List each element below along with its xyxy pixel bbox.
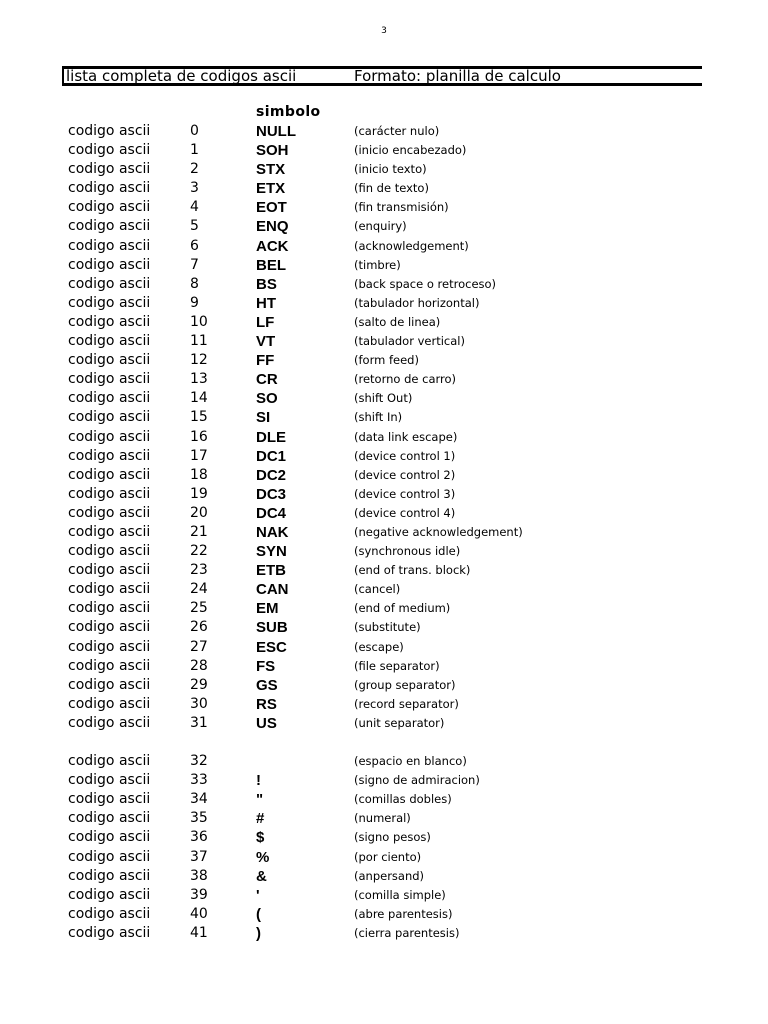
row-code: 29 [190, 676, 208, 693]
row-description: (form feed) [354, 353, 419, 368]
row-symbol: $ [256, 829, 265, 847]
row-symbol: # [256, 810, 265, 828]
table-row [0, 160, 768, 179]
table-row [0, 313, 768, 332]
row-description: (anpersand) [354, 868, 425, 883]
table-row [0, 580, 768, 599]
row-description: (comilla simple) [354, 887, 446, 902]
row-code: 37 [190, 848, 208, 865]
table-row [0, 466, 768, 485]
row-description: (device control 2) [354, 467, 456, 482]
row-description: (signo de admiracion) [354, 773, 480, 788]
table-row [0, 599, 768, 618]
table-row [0, 695, 768, 714]
row-symbol: US [256, 714, 277, 732]
row-description: (espacio en blanco) [354, 754, 467, 769]
row-code: 38 [190, 867, 208, 884]
table-row [0, 809, 768, 828]
row-label: codigo ascii [68, 905, 151, 922]
table-row [0, 389, 768, 408]
table-row [0, 771, 768, 790]
row-code: 27 [190, 638, 208, 655]
row-description: (record separator) [354, 696, 459, 711]
row-description: (carácter nulo) [354, 124, 440, 138]
row-symbol: SO [256, 390, 278, 408]
row-code: 41 [190, 924, 208, 941]
row-code: 17 [190, 447, 208, 464]
row-description: (end of trans. block) [354, 563, 471, 578]
table-row [0, 848, 768, 867]
table-row [0, 523, 768, 542]
row-symbol: ESC [256, 638, 287, 656]
row-label: codigo ascii [68, 562, 151, 579]
table-row [0, 141, 768, 160]
table-row [0, 752, 768, 771]
row-symbol: ! [256, 772, 261, 790]
table-row [0, 351, 768, 370]
row-code: 1 [190, 142, 199, 159]
table-row [0, 676, 768, 695]
row-description: (fin transmisión) [354, 200, 449, 215]
row-symbol: BEL [256, 256, 286, 274]
row-code: 28 [190, 657, 208, 674]
row-symbol: CR [256, 371, 278, 389]
row-description: (escape) [354, 639, 404, 654]
row-symbol: DC1 [256, 447, 287, 465]
row-code: 31 [190, 714, 208, 731]
row-code: 5 [190, 218, 199, 235]
row-code: 34 [190, 791, 208, 808]
row-description: (retorno de carro) [354, 372, 457, 387]
row-code: 22 [190, 543, 208, 560]
symbol-column-header: simbolo [256, 104, 321, 120]
row-label: codigo ascii [68, 447, 151, 464]
row-code: 30 [190, 695, 208, 712]
row-label: codigo ascii [68, 714, 151, 731]
row-label: codigo ascii [68, 676, 151, 693]
row-symbol: STX [256, 161, 286, 179]
row-code: 19 [190, 485, 208, 502]
row-code: 3 [190, 180, 199, 197]
row-description: (device control 4) [354, 505, 456, 520]
row-label: codigo ascii [68, 523, 151, 540]
row-label: codigo ascii [68, 256, 151, 273]
row-symbol: BS [256, 275, 277, 293]
row-label: codigo ascii [68, 695, 151, 712]
table-row [0, 275, 768, 294]
row-label: codigo ascii [68, 237, 151, 254]
row-code: 9 [190, 294, 199, 311]
row-description: (device control 1) [354, 448, 456, 463]
table-row [0, 408, 768, 427]
row-label: codigo ascii [68, 371, 151, 388]
row-label: codigo ascii [68, 313, 151, 330]
row-symbol: NAK [256, 523, 289, 541]
row-symbol: RS [256, 695, 277, 713]
row-label: codigo ascii [68, 581, 151, 598]
row-symbol: NULL [256, 123, 296, 140]
row-code: 6 [190, 237, 199, 254]
row-code: 24 [190, 581, 208, 598]
row-description: (fin de texto) [354, 181, 429, 196]
row-symbol: ETX [256, 180, 286, 198]
row-symbol: ACK [256, 237, 289, 255]
row-symbol: ' [256, 886, 260, 904]
table-row [0, 638, 768, 657]
row-description: (negative acknowledgement) [354, 524, 523, 539]
table-row [0, 886, 768, 905]
row-code: 25 [190, 600, 208, 617]
row-symbol: % [256, 848, 270, 866]
row-description: (unit separator) [354, 715, 445, 730]
row-description: (salto de linea) [354, 314, 441, 329]
row-description: (abre parentesis) [354, 906, 453, 921]
table-row [0, 905, 768, 924]
row-description: (cancel) [354, 582, 401, 597]
row-label: codigo ascii [68, 180, 151, 197]
table-row [0, 447, 768, 466]
row-code: 11 [190, 333, 208, 350]
table-row [0, 370, 768, 389]
row-code: 39 [190, 886, 208, 903]
row-symbol: DC4 [256, 504, 287, 522]
row-label: codigo ascii [68, 161, 151, 178]
ascii-table [0, 122, 768, 943]
row-symbol: DC2 [256, 466, 287, 484]
row-description: (acknowledgement) [354, 238, 469, 253]
row-label: codigo ascii [68, 753, 151, 770]
row-symbol: ) [256, 924, 261, 942]
table-row [0, 122, 768, 141]
row-description: (numeral) [354, 811, 411, 826]
row-label: codigo ascii [68, 772, 151, 789]
row-code: 2 [190, 161, 199, 178]
row-label: codigo ascii [68, 600, 151, 617]
row-code: 23 [190, 562, 208, 579]
row-code: 12 [190, 352, 208, 369]
row-description: (tabulador horizontal) [354, 295, 480, 310]
row-label: codigo ascii [68, 142, 151, 159]
row-label: codigo ascii [68, 352, 151, 369]
row-description: (enquiry) [354, 219, 407, 234]
table-row [0, 542, 768, 561]
table-row [0, 561, 768, 580]
row-symbol: DLE [256, 428, 286, 446]
row-description: (inicio texto) [354, 162, 427, 177]
row-code: 15 [190, 409, 208, 426]
table-row [0, 179, 768, 198]
row-symbol: SUB [256, 619, 288, 637]
row-symbol: SI [256, 409, 271, 427]
row-code: 36 [190, 829, 208, 846]
row-label: codigo ascii [68, 867, 151, 884]
row-symbol: EM [256, 600, 279, 618]
row-label: codigo ascii [68, 791, 151, 808]
row-symbol: EOT [256, 199, 287, 217]
row-code: 14 [190, 390, 208, 407]
row-label: codigo ascii [68, 810, 151, 827]
row-symbol: FS [256, 657, 276, 675]
row-label: codigo ascii [68, 428, 151, 445]
table-row [0, 485, 768, 504]
table-row [0, 332, 768, 351]
row-symbol: " [256, 791, 264, 809]
table-row [0, 198, 768, 217]
row-symbol: HT [256, 294, 276, 312]
table-row [0, 428, 768, 447]
table-row [0, 790, 768, 809]
row-description: (timbre) [354, 257, 401, 272]
row-label: codigo ascii [68, 619, 151, 636]
row-label: codigo ascii [68, 638, 151, 655]
row-label: codigo ascii [68, 886, 151, 903]
row-symbol: VT [256, 333, 276, 351]
page-number: 3 [381, 26, 387, 36]
row-label: codigo ascii [68, 275, 151, 292]
row-code: 40 [190, 905, 208, 922]
row-description: (shift In) [354, 410, 403, 425]
sheet-format-label: Formato: planilla de calculo [354, 67, 561, 85]
row-code: 7 [190, 256, 199, 273]
row-code: 8 [190, 275, 199, 292]
row-code: 4 [190, 199, 199, 216]
row-code: 32 [190, 753, 208, 770]
row-symbol: SOH [256, 142, 289, 160]
row-code: 20 [190, 504, 208, 521]
row-symbol: ( [256, 905, 261, 923]
row-label: codigo ascii [68, 466, 151, 483]
row-description: (shift Out) [354, 391, 413, 406]
row-code: 33 [190, 772, 208, 789]
row-label: codigo ascii [68, 543, 151, 560]
row-description: (file separator) [354, 658, 440, 673]
row-label: codigo ascii [68, 829, 151, 846]
row-description: (signo pesos) [354, 830, 431, 845]
table-row-spacer [0, 733, 768, 752]
row-code: 18 [190, 466, 208, 483]
row-label: codigo ascii [68, 123, 151, 139]
row-code: 35 [190, 810, 208, 827]
row-code: 10 [190, 313, 208, 330]
table-row [0, 618, 768, 637]
row-label: codigo ascii [68, 333, 151, 350]
row-label: codigo ascii [68, 848, 151, 865]
table-row [0, 237, 768, 256]
row-symbol: ETB [256, 562, 286, 580]
row-description: (por ciento) [354, 849, 422, 864]
row-label: codigo ascii [68, 294, 151, 311]
sheet-title: lista completa de codigos ascii [66, 67, 297, 85]
row-description: (inicio encabezado) [354, 143, 467, 158]
row-description: (group separator) [354, 677, 456, 692]
table-row [0, 657, 768, 676]
table-row [0, 924, 768, 943]
row-description: (comillas dobles) [354, 792, 452, 807]
row-description: (synchronous idle) [354, 544, 461, 559]
row-code: 16 [190, 428, 208, 445]
row-symbol: SYN [256, 543, 287, 561]
table-row [0, 867, 768, 886]
row-code: 26 [190, 619, 208, 636]
row-description: (device control 3) [354, 486, 456, 501]
row-description: (data link escape) [354, 429, 458, 444]
row-symbol: FF [256, 352, 275, 370]
row-code: 0 [190, 123, 199, 139]
row-label: codigo ascii [68, 199, 151, 216]
row-label: codigo ascii [68, 504, 151, 521]
row-label: codigo ascii [68, 485, 151, 502]
row-description: (cierra parentesis) [354, 925, 460, 940]
row-symbol: & [256, 867, 267, 885]
row-symbol: DC3 [256, 485, 287, 503]
table-row [0, 714, 768, 733]
table-row [0, 294, 768, 313]
row-label: codigo ascii [68, 657, 151, 674]
row-label: codigo ascii [68, 218, 151, 235]
row-code: 13 [190, 371, 208, 388]
table-row [0, 504, 768, 523]
table-row [0, 217, 768, 236]
row-label: codigo ascii [68, 409, 151, 426]
row-symbol: ENQ [256, 218, 289, 236]
row-symbol: GS [256, 676, 278, 694]
row-description: (substitute) [354, 620, 421, 635]
row-symbol: CAN [256, 581, 289, 599]
row-label: codigo ascii [68, 390, 151, 407]
row-description: (end of medium) [354, 601, 451, 616]
row-description: (back space o retroceso) [354, 276, 497, 291]
table-row [0, 828, 768, 847]
row-description: (tabulador vertical) [354, 334, 465, 349]
row-code: 21 [190, 523, 208, 540]
row-symbol: LF [256, 313, 275, 331]
row-label: codigo ascii [68, 924, 151, 941]
table-row [0, 256, 768, 275]
